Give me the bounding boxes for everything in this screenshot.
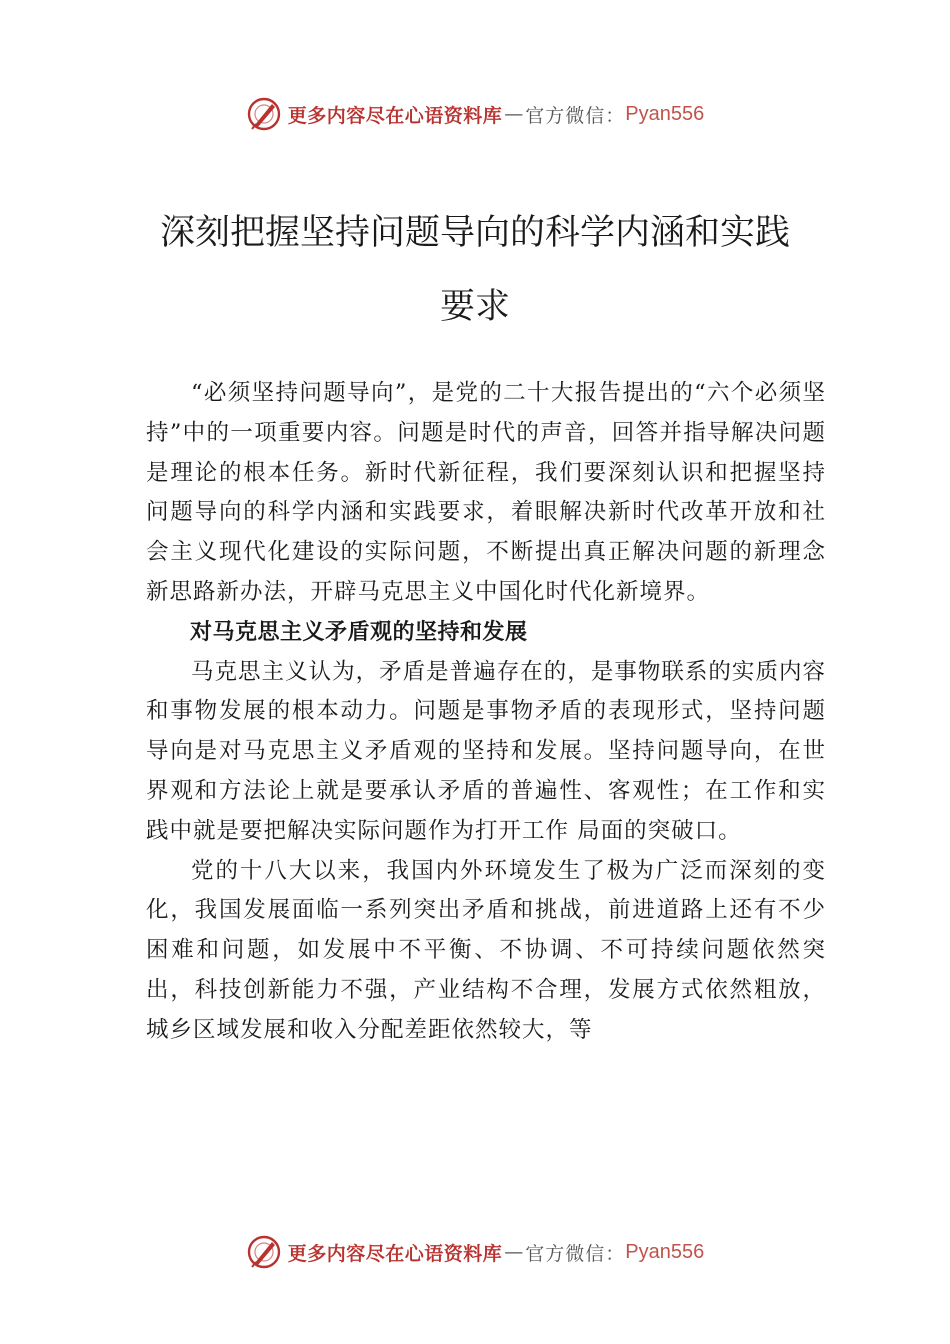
section-paragraph-1: 马克思主义认为，矛盾是普遍存在的，是事物联系的实质内容和事物发展的根本动力。问题是事物矛盾的表现形式，坚持问题导向是对马克思主义矛盾观的坚持和发展。坚持问题导向，在世界观和方法论上就是要承认矛盾的普遍性、客观性；在工作和实践中就是要把解决实际问题作为打开工作 局面的突破口。 xyxy=(146,658,826,844)
banner-separator: — xyxy=(504,1241,524,1263)
quill-pen-logo-icon xyxy=(246,1234,282,1270)
banner-wechat-label: 官方微信： xyxy=(525,104,626,127)
banner-brand: 更多内容尽在心语资料库 xyxy=(287,1242,503,1265)
section-heading: 对马克思主义矛盾观的坚持和发展 xyxy=(190,619,528,645)
document-body xyxy=(146,374,826,1051)
section-paragraph-2: 党的十八大以来，我国内外环境发生了极为广泛而深刻的变化，我国发展面临一系列突出矛盾和挑战，前进道路上还有不少困难和问题，如发展中不平衡、不协调、不可持续问题依然突出，科技创新能力不强，产业结构不合理，发展方式依然粗放，城乡区域发展和收入分配差距依然较大，等 xyxy=(146,857,826,1043)
intro-paragraph: “必须坚持问题导向”，是党的二十大报告提出的“六个必须坚持”中的一项重要内容。问题是时代的声音，回答并指导解决问题是理论的根本任务。新时代新征程，我们要深刻认识和把握坚持问题导向的科学内涵和实践要求，着眼解决新时代改革开放和社会主义现代化建设的实际问题，不断提出真正解决问题的新理念新思路新办法，开辟马克思主义中国化时代化新境界。 xyxy=(146,380,826,605)
document-title: 深刻把握坚持问题导向的科学内涵和实践要求 xyxy=(159,213,790,327)
banner-wechat-id: Pyan556 xyxy=(625,1240,705,1263)
banner-separator: — xyxy=(504,103,524,125)
quill-pen-logo-icon xyxy=(246,96,282,132)
header-banner xyxy=(0,92,950,136)
banner-brand: 更多内容尽在心语资料库 xyxy=(287,104,503,127)
banner-wechat-label: 官方微信： xyxy=(525,1242,626,1265)
footer-banner xyxy=(0,1230,950,1274)
banner-wechat-id: Pyan556 xyxy=(625,102,705,125)
